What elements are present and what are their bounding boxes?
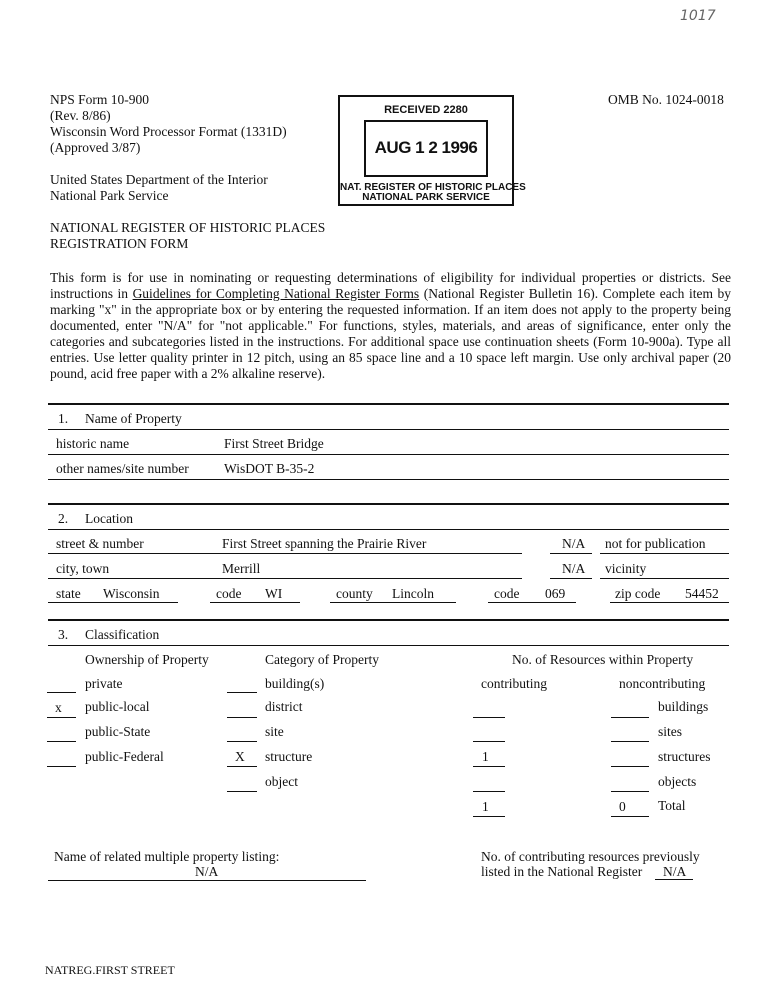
noncontributing-buildings-blank[interactable] (611, 717, 649, 718)
agency-line-1: United States Department of the Interior (50, 172, 268, 187)
category-structure-blank[interactable] (227, 766, 257, 767)
contributing-sites-blank[interactable] (473, 741, 505, 742)
form-format: Wisconsin Word Processor Format (1331D) (50, 124, 287, 139)
instructions-paragraph (50, 270, 731, 382)
noncontributing-objects-blank[interactable] (611, 791, 649, 792)
omb-number: OMB No. 1024-0018 (608, 92, 724, 107)
resources-objects-label: objects (658, 774, 697, 789)
stamp-date-box (364, 120, 488, 177)
street-label: street & number (56, 536, 144, 551)
zip-label: zip code (615, 586, 661, 601)
ownership-public-federal-blank[interactable] (47, 766, 76, 767)
form-number: NPS Form 10-900 (50, 92, 150, 107)
ownership-public-local-label: public-local (85, 699, 150, 714)
instructions-text-2: (National Register Bulletin 16). Complete each item by marking "x" in the appropriate box or by entering the requested information. If an item does not apply to the property being documented, enter "N/A" for "not applicable." For functions, styles, materials, and areas of significance, enter only the categories and subcategories listed in the instructions. For additional space use continuation sheets (Form 10-900a). Type all entries. Use letter quality printer in 12 pitch, using an 85 space line and a 10 space left margin. Use only archival paper (20 pound, acid free paper with a 2% alkaline reserve). (50, 286, 731, 381)
noncontributing-label: noncontributing (619, 676, 706, 691)
related-listing-underline (48, 880, 366, 881)
other-names-label: other names/site number (56, 461, 189, 476)
not-for-publication-mark[interactable]: N/A (562, 536, 586, 551)
category-structure-label: structure (265, 749, 313, 764)
form-title-line-2: REGISTRATION FORM (50, 236, 189, 251)
category-building-blank[interactable] (227, 692, 257, 693)
ownership-private-label: private (85, 676, 123, 691)
resources-heading: No. of Resources within Property (512, 652, 694, 667)
county-underline (330, 602, 456, 603)
rule (48, 645, 729, 646)
state-underline (48, 602, 178, 603)
ownership-public-local-mark: x (55, 700, 62, 715)
rule (48, 429, 729, 430)
stamp-received: RECEIVED 2280 (384, 104, 468, 116)
resources-total-label: Total (658, 798, 686, 813)
form-revision: (Rev. 8/86) (50, 108, 111, 123)
category-building-label: building(s) (265, 676, 325, 691)
section-2-heading: 2. Location (58, 511, 133, 526)
vicinity-label: vicinity (605, 561, 647, 576)
street-underline (48, 553, 522, 554)
contributing-label: contributing (481, 676, 547, 691)
noncontributing-total-blank[interactable] (611, 816, 649, 817)
stamp-line-2: NATIONAL PARK SERVICE (362, 192, 490, 203)
zip-value[interactable]: 54452 (685, 586, 719, 601)
historic-name-label: historic name (56, 436, 130, 451)
state-code-value[interactable]: WI (265, 586, 283, 601)
previously-listed-line-1: No. of contributing resources previously (481, 849, 700, 864)
zip-underline (610, 602, 729, 603)
resources-sites-label: sites (658, 724, 683, 739)
city-label: city, town (56, 561, 110, 576)
rule (48, 454, 729, 455)
category-object-label: object (265, 774, 298, 789)
county-label: county (336, 586, 373, 601)
noncontributing-structures-blank[interactable] (611, 766, 649, 767)
not-for-publication-blank (550, 553, 592, 554)
related-listing-value[interactable]: N/A (195, 864, 219, 879)
handwritten-note: 1017 (680, 8, 716, 24)
state-code-label: code (216, 586, 242, 601)
resources-structures-label: structures (658, 749, 711, 764)
instructions-text-1: This form is for use in nominating or requesting determinations of eligibility for individual properties or districts. See instructions in (50, 270, 731, 301)
stamp-date: AUG 1 2 1996 (374, 138, 478, 157)
category-object-blank[interactable] (227, 791, 257, 792)
contributing-objects-blank[interactable] (473, 791, 505, 792)
not-for-publication-label: not for publication (605, 536, 706, 551)
related-listing-label: Name of related multiple property listing: (54, 849, 280, 864)
stamp-line-1: NAT. REGISTER OF HISTORIC PLACES (340, 182, 526, 193)
category-site-blank[interactable] (227, 741, 257, 742)
ownership-public-local-blank[interactable] (47, 717, 76, 718)
rule (48, 529, 729, 530)
vicinity-blank (550, 578, 592, 579)
vicinity-mark[interactable]: N/A (562, 561, 586, 576)
state-value[interactable]: Wisconsin (103, 586, 160, 601)
contributing-structures-value: 1 (482, 749, 489, 764)
section-divider (48, 503, 729, 505)
section-3-heading: 3. Classification (58, 627, 160, 642)
historic-name-value[interactable]: First Street Bridge (224, 436, 324, 451)
section-divider (48, 403, 729, 405)
ownership-public-state-label: public-State (85, 724, 151, 739)
section-divider (48, 619, 729, 621)
ownership-public-federal-label: public-Federal (85, 749, 164, 764)
rule (600, 578, 729, 579)
agency-line-2: National Park Service (50, 188, 169, 203)
category-district-blank[interactable] (227, 717, 257, 718)
noncontributing-sites-blank[interactable] (611, 741, 649, 742)
county-code-value[interactable]: 069 (545, 586, 566, 601)
rule (48, 479, 729, 480)
ownership-heading: Ownership of Property (85, 652, 209, 667)
category-structure-mark: X (235, 749, 245, 764)
category-heading: Category of Property (265, 652, 379, 667)
form-approved: (Approved 3/87) (50, 140, 141, 155)
state-code-underline (210, 602, 300, 603)
ownership-private-blank[interactable] (47, 692, 76, 693)
received-stamp (338, 95, 526, 206)
previously-listed-underline (655, 879, 693, 880)
resources-buildings-label: buildings (658, 699, 709, 714)
contributing-total-value: 1 (482, 799, 489, 814)
section-1-heading: 1. Name of Property (58, 411, 182, 426)
street-value[interactable]: First Street spanning the Prairie River (222, 536, 427, 551)
contributing-total-blank[interactable] (473, 816, 505, 817)
category-site-label: site (265, 724, 284, 739)
contributing-structures-blank[interactable] (473, 766, 505, 767)
category-district-label: district (265, 699, 303, 714)
noncontributing-total-value: 0 (619, 799, 626, 814)
state-label: state (56, 586, 81, 601)
footer-filename: NATREG.FIRST STREET (45, 963, 175, 977)
guidelines-link[interactable]: Guidelines for Completing National Register Forms (132, 286, 420, 301)
county-value[interactable]: Lincoln (392, 586, 434, 601)
city-underline (48, 578, 522, 579)
rule (600, 553, 729, 554)
county-code-underline (488, 602, 576, 603)
ownership-public-state-blank[interactable] (47, 741, 76, 742)
contributing-buildings-blank[interactable] (473, 717, 505, 718)
previously-listed-line-2: listed in the National Register (481, 864, 643, 879)
previously-listed-value[interactable]: N/A (663, 864, 687, 879)
county-code-label: code (494, 586, 520, 601)
city-value[interactable]: Merrill (222, 561, 261, 576)
form-title-line-1: NATIONAL REGISTER OF HISTORIC PLACES (50, 220, 326, 235)
other-names-value[interactable]: WisDOT B-35-2 (224, 461, 315, 476)
